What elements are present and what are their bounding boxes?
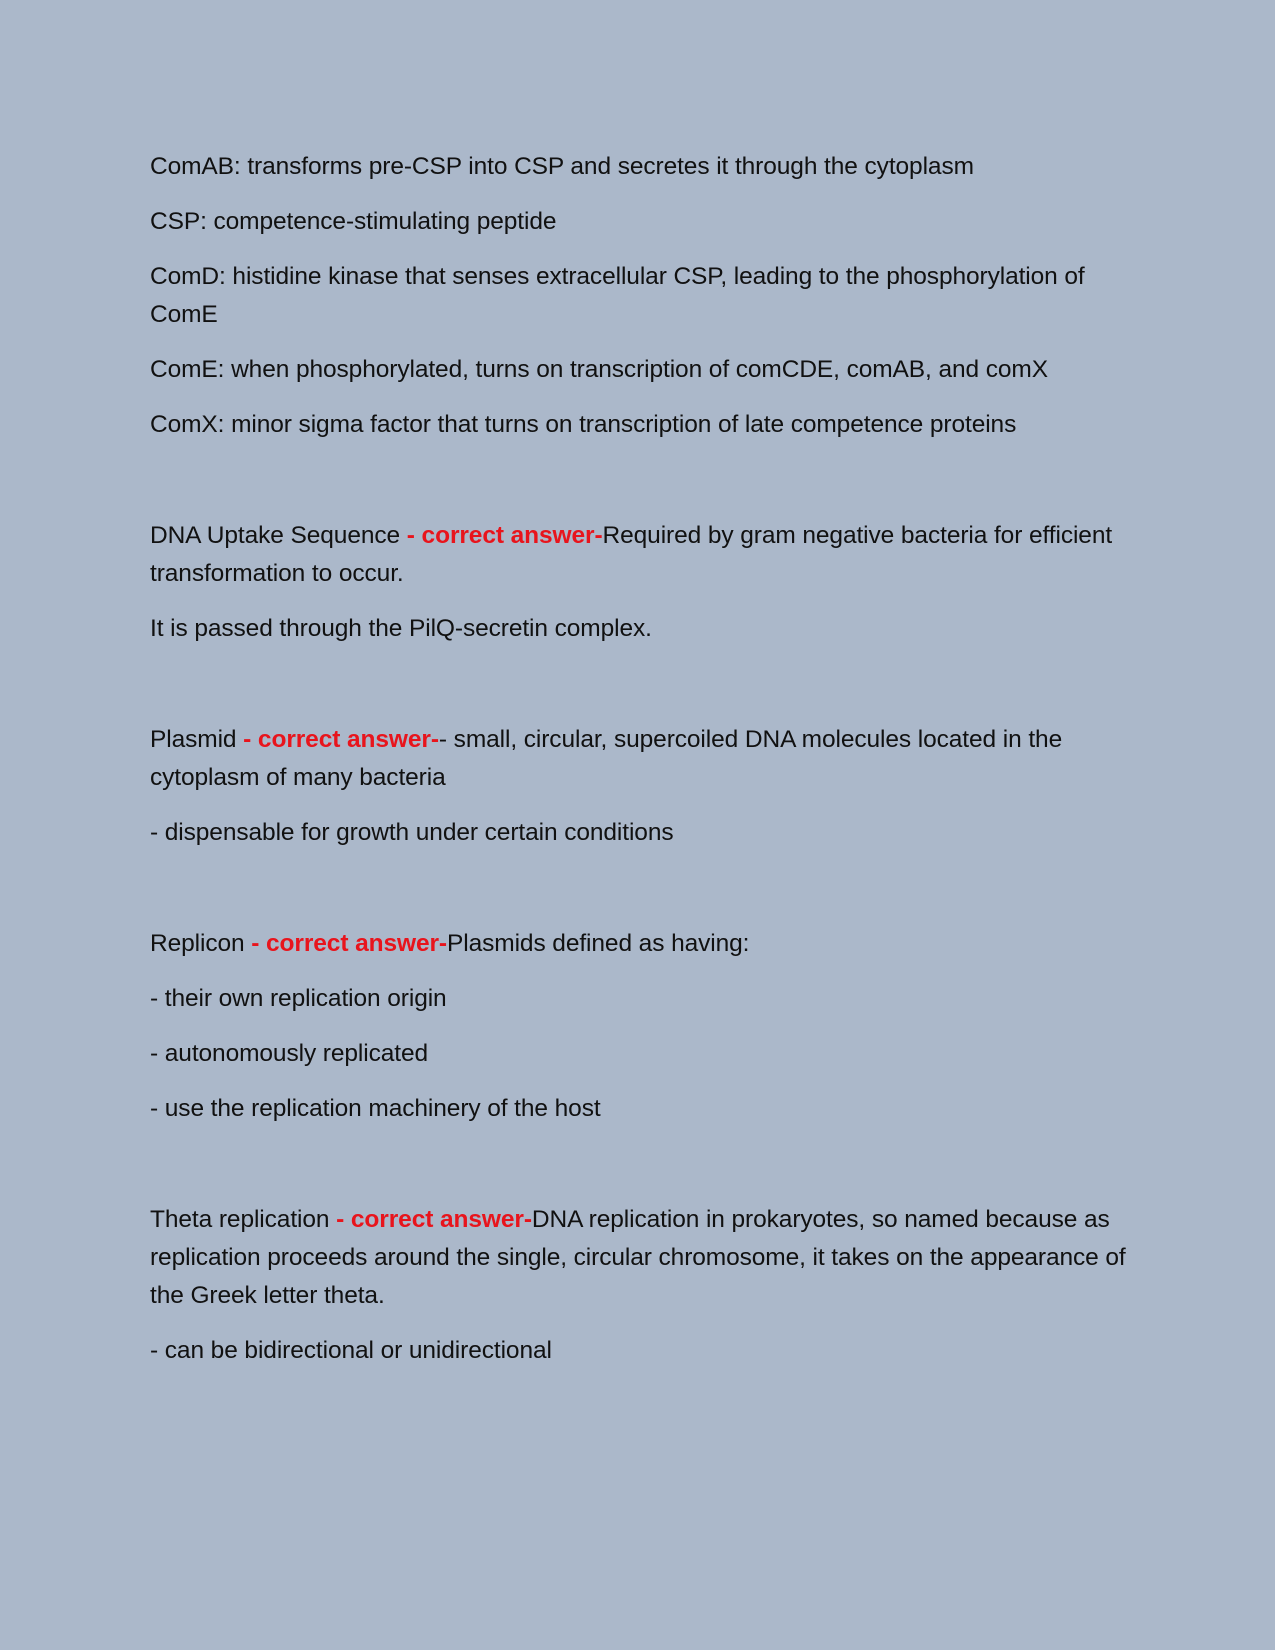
comab-definition: ComAB: transforms pre-CSP into CSP and secretes it through the cytoplasm [150,153,974,180]
card-dna-uptake-sequence [150,517,1130,593]
card-definition: - small, circular, supercoiled DNA molecules located in the cytoplasm of many bacteria [150,726,1063,791]
card-definition: DNA replication in prokaryotes, so named because as replication proceeds around the single, circular chromosome, it takes on the appearance of the Greek letter theta. [150,1206,1126,1309]
correct-answer-marker: - correct answer- [251,930,447,957]
card-extra-line: - can be bidirectional or unidirectional [150,1337,552,1364]
comx-definition: ComX: minor sigma factor that turns on transcription of late competence proteins [150,411,1017,438]
csp-definition: CSP: competence-stimulating peptide [150,208,557,235]
correct-answer-marker: - correct answer- [336,1206,532,1233]
card-extra-line: - their own replication origin [150,985,447,1012]
card-term: Replicon [150,930,252,957]
document-body [150,148,1130,1370]
card-replicon [150,925,1130,963]
card-theta-replication [150,1201,1130,1315]
correct-answer-marker: - correct answer- [406,522,603,549]
card-extra-line: It is passed through the PilQ-secretin complex. [150,615,652,642]
card-definition: Required by gram negative bacteria for efficient transformation to occur. [150,522,1113,587]
card-term: DNA Uptake Sequence [150,522,407,549]
comd-definition: ComD: histidine kinase that senses extracellular CSP, leading to the phosphorylation of ComE [150,263,1085,328]
card-term: Theta replication [150,1206,337,1233]
card-extra-line: - use the replication machinery of the host [150,1095,601,1122]
card-plasmid [150,721,1130,797]
come-definition: ComE: when phosphorylated, turns on transcription of comCDE, comAB, and comX [150,356,1048,383]
correct-answer-marker: - correct answer- [243,726,439,753]
card-term: Plasmid [150,726,244,753]
card-extra-line: - dispensable for growth under certain conditions [150,819,674,846]
card-extra-line: - autonomously replicated [150,1040,429,1067]
card-definition: Plasmids defined as having: [447,930,750,957]
